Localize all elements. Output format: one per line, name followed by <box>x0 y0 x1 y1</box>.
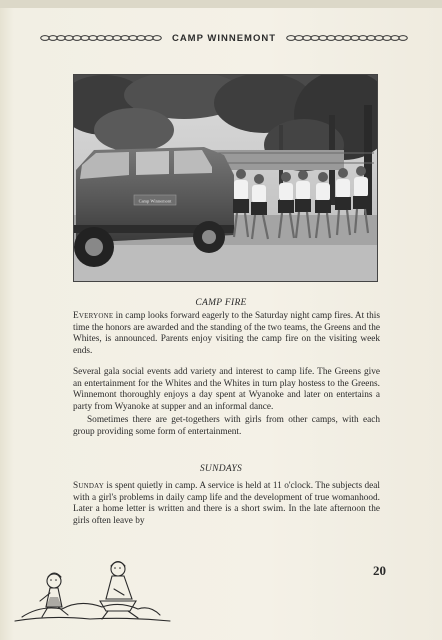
car-door-sign: Camp Winnemont <box>138 198 172 204</box>
page-number: 20 <box>373 563 386 578</box>
photo-scene <box>74 75 377 281</box>
lead-word: Everyone <box>73 311 114 321</box>
lead-word: Sunday <box>73 481 105 491</box>
paragraph-camp-fire-2: Several gala social events add variety and interest to camp life. The Greens give an entertainment for the Whites and the Whites in turn play hostess to the Greens. Winnemont thoroughly enjoys a day spent at Wyanoke and later on entertains a party from Wyanoke at supper and an informal dance. <box>73 367 380 412</box>
paragraph-camp-fire-1 <box>73 311 380 357</box>
section-title-camp-fire: CAMP FIRE <box>195 298 247 308</box>
running-header <box>40 31 408 45</box>
paragraph-camp-fire-3: Sometimes there are get-togethers with girls from other camps, with each group providing some form of entertainment. <box>73 415 380 437</box>
chain-ornament-left <box>40 34 162 42</box>
paragraph-text: is spent quietly in camp. A service is held at 11 o'clock. The subjects deal with a girl's problems in daily camp life and the development of true womanhood. Later a home letter is written and there is a short swim. In the late afternoon the girls often leave by <box>73 481 380 526</box>
chain-ornament-right <box>286 34 408 42</box>
page-edge <box>0 0 442 8</box>
paragraph-sundays-1 <box>73 481 380 527</box>
section-title-sundays: SUNDAYS <box>199 464 243 474</box>
header-title: CAMP WINNEMONT <box>171 32 277 44</box>
paragraph-text: in camp looks forward eagerly to the Saturday night camp fires. At this time the honors are awarded and the standing of the two teams, the Greens and the Whites, is announced. Parents enjoy visiting the camp fire on the visiting week ends. <box>73 311 380 356</box>
camp-photo <box>73 74 378 282</box>
girls-reading-illustration <box>10 555 190 627</box>
